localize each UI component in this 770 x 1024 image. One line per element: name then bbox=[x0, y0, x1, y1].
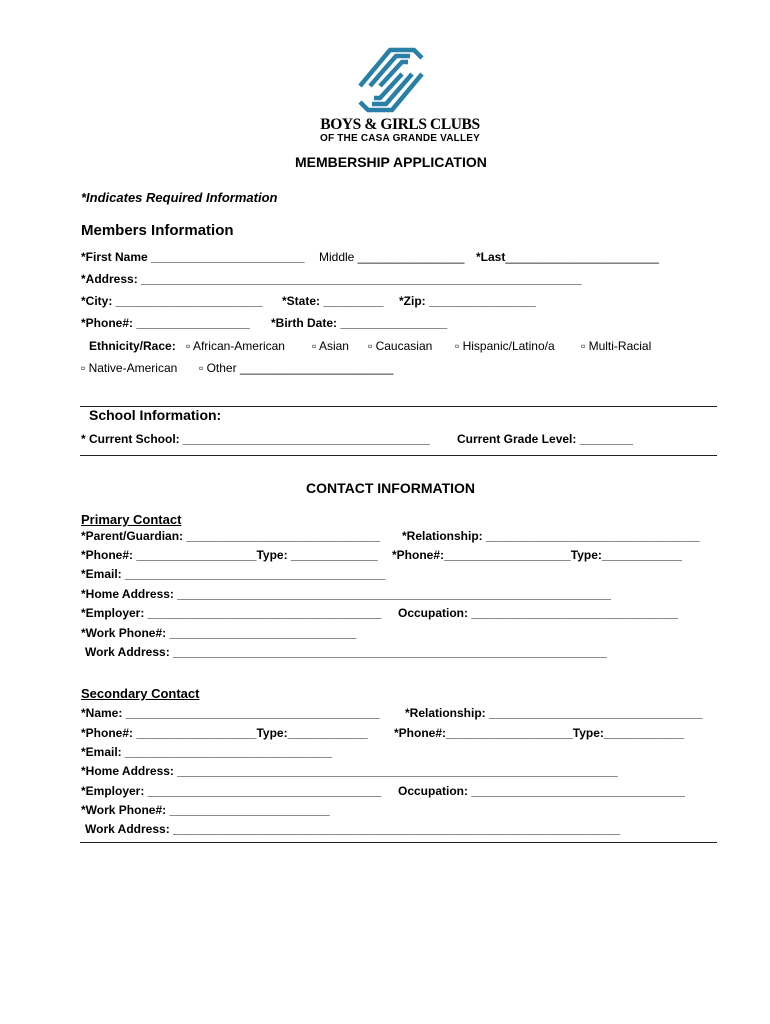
primary-home-address-field[interactable]: *Home Address: _________________________________________________________________ bbox=[81, 587, 612, 601]
checkbox-icon: ▫ bbox=[186, 339, 193, 353]
form-title: MEMBERSHIP APPLICATION bbox=[295, 154, 487, 170]
school-heading: School Information: bbox=[89, 407, 222, 423]
checkbox-icon: ▫ bbox=[455, 339, 463, 353]
secondary-phone2-field[interactable]: *Phone#:___________________Type:____________ bbox=[394, 726, 685, 740]
secondary-contact-heading: Secondary Contact bbox=[81, 686, 200, 701]
first-name-field[interactable]: *First Name _______________________ bbox=[81, 250, 305, 264]
required-note: *Indicates Required Information bbox=[81, 190, 278, 205]
contact-title: CONTACT INFORMATION bbox=[306, 480, 476, 496]
secondary-name-field[interactable]: *Name: ______________________________________ bbox=[81, 706, 380, 720]
state-field[interactable]: *State: _________ bbox=[282, 294, 384, 308]
ethnicity-option-multi-racial[interactable]: ▫ Multi-Racial bbox=[581, 339, 652, 353]
checkbox-icon: ▫ bbox=[81, 361, 89, 375]
boys-girls-clubs-logo-icon bbox=[346, 40, 436, 118]
zip-field[interactable]: *Zip: ________________ bbox=[399, 294, 536, 308]
divider bbox=[80, 455, 717, 456]
secondary-email-field[interactable]: *Email: _______________________________ bbox=[81, 745, 332, 759]
parent-guardian-field[interactable]: *Parent/Guardian: _____________________________ bbox=[81, 529, 380, 543]
members-heading: Members Information bbox=[81, 222, 234, 239]
ethnicity-option-african-american[interactable]: ▫ African-American bbox=[186, 339, 285, 353]
secondary-home-address-field[interactable]: *Home Address: __________________________________________________________________ bbox=[81, 764, 618, 778]
divider bbox=[80, 842, 717, 843]
primary-email-field[interactable]: *Email: _______________________________________ bbox=[81, 567, 386, 581]
last-name-line: _______________________ bbox=[505, 250, 659, 264]
secondary-phone1-field[interactable]: *Phone#: __________________Type:____________ bbox=[81, 726, 368, 740]
ethnicity-option-asian[interactable]: ▫ Asian bbox=[312, 339, 349, 353]
current-school-field[interactable]: * Current School: _____________________________________ bbox=[81, 432, 430, 446]
secondary-employer-field[interactable]: *Employer: ___________________________________ bbox=[81, 784, 382, 798]
primary-relationship-field[interactable]: *Relationship: ________________________________ bbox=[402, 529, 700, 543]
ethnicity-option-native-american[interactable]: ▫ Native-American bbox=[81, 361, 178, 375]
birth-date-field[interactable]: *Birth Date: ________________ bbox=[271, 316, 448, 330]
secondary-work-phone-field[interactable]: *Work Phone#: ________________________ bbox=[81, 803, 330, 817]
address-field[interactable]: *Address: __________________________________________________________________ bbox=[81, 272, 582, 286]
ethnicity-option-hispanic[interactable]: ▫ Hispanic/Latino/a bbox=[455, 339, 555, 353]
last-name-label: *Last bbox=[476, 250, 506, 264]
checkbox-icon: ▫ bbox=[581, 339, 589, 353]
primary-contact-heading: Primary Contact bbox=[81, 512, 182, 527]
middle-name-field[interactable]: Middle ________________ bbox=[319, 250, 465, 264]
primary-employer-field[interactable]: *Employer: ___________________________________ bbox=[81, 606, 382, 620]
ethnicity-label: Ethnicity/Race: bbox=[89, 339, 176, 353]
primary-phone2-field[interactable]: *Phone#:___________________Type:____________ bbox=[392, 548, 683, 562]
member-phone-field[interactable]: *Phone#: _________________ bbox=[81, 316, 250, 330]
org-subtitle: OF THE CASA GRANDE VALLEY bbox=[319, 133, 480, 144]
last-name-field[interactable] bbox=[476, 250, 659, 264]
grade-level-field[interactable]: Current Grade Level: ________ bbox=[457, 432, 634, 446]
primary-occupation-field[interactable]: Occupation: _______________________________ bbox=[398, 606, 679, 620]
city-field[interactable]: *City: ______________________ bbox=[81, 294, 263, 308]
secondary-work-address-field[interactable]: Work Address: ___________________________________________________________________ bbox=[85, 822, 621, 836]
checkbox-icon: ▫ bbox=[368, 339, 376, 353]
primary-work-address-field[interactable]: Work Address: _________________________________________________________________ bbox=[85, 645, 607, 659]
ethnicity-option-caucasian[interactable]: ▫ Caucasian bbox=[368, 339, 433, 353]
checkbox-icon: ▫ bbox=[312, 339, 319, 353]
primary-phone1-field[interactable]: *Phone#: __________________Type: _____________ bbox=[81, 548, 378, 562]
primary-work-phone-field[interactable]: *Work Phone#: ____________________________ bbox=[81, 626, 357, 640]
ethnicity-option-other[interactable]: ▫ Other _______________________ bbox=[199, 361, 394, 375]
secondary-occupation-field[interactable]: Occupation: ________________________________ bbox=[398, 784, 685, 798]
secondary-relationship-field[interactable]: *Relationship: ________________________________ bbox=[405, 706, 703, 720]
checkbox-icon: ▫ bbox=[199, 361, 207, 375]
org-name: BOYS & GIRLS CLUBS bbox=[320, 116, 480, 133]
